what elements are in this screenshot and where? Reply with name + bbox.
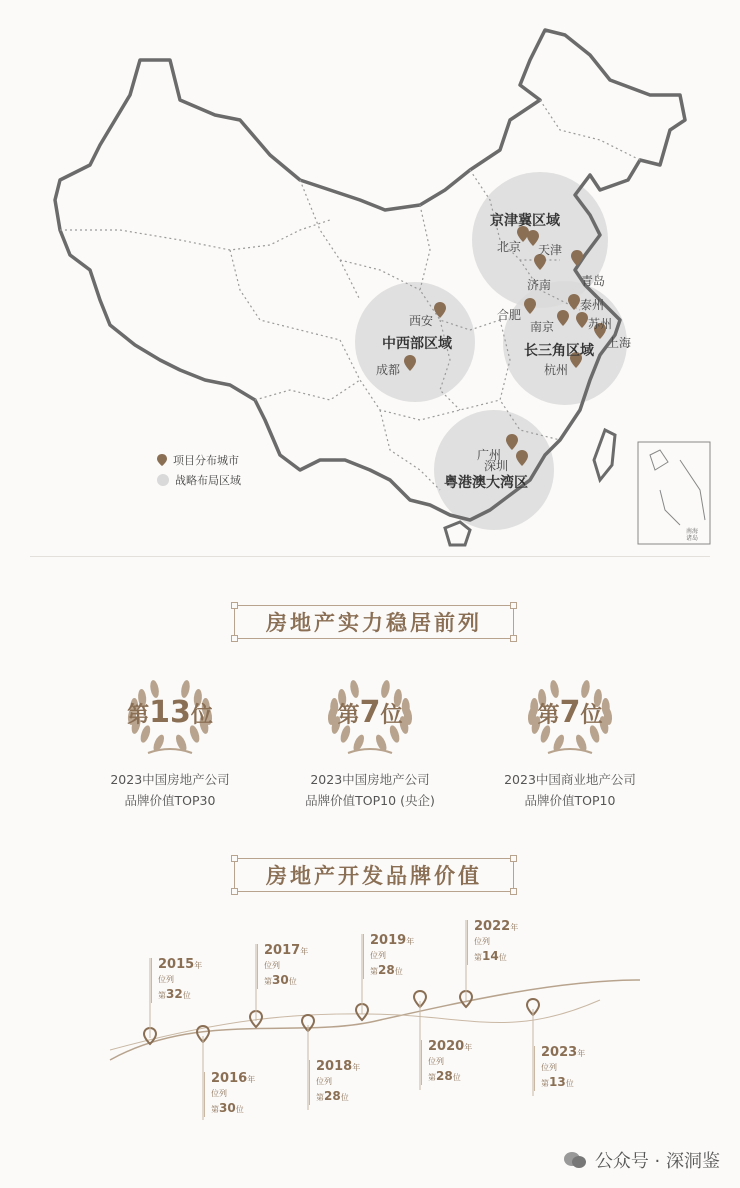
inset-label: 南海 诸岛 — [686, 528, 699, 542]
rank-suffix: 位 — [394, 967, 403, 976]
award-line2: 品牌价值TOP10 (央企) — [305, 793, 435, 808]
hainan-island — [445, 522, 470, 545]
section1-banner — [234, 605, 514, 639]
timeline-rank: 14 — [482, 949, 499, 963]
rank-caption: 位列 — [158, 975, 174, 984]
timeline-rank: 30 — [272, 973, 289, 987]
timeline-rank: 32 — [166, 987, 183, 1001]
section2-banner — [234, 858, 514, 892]
award-rank — [70, 695, 270, 730]
city-label: 广州 — [477, 448, 502, 462]
year-suffix: 年 — [194, 961, 203, 970]
rank-num: 7 — [359, 695, 381, 730]
rank-caption: 位列 — [474, 937, 490, 946]
rank-pre: 第 — [537, 703, 560, 728]
rank-prefix: 第 — [428, 1073, 436, 1082]
city-label: 苏州 — [588, 317, 613, 331]
rank-num: 7 — [559, 695, 581, 730]
rank-prefix: 第 — [474, 953, 482, 962]
award-rank — [270, 695, 470, 730]
rank-prefix: 第 — [370, 967, 378, 976]
city-label: 天津 — [538, 243, 563, 257]
year-suffix: 年 — [510, 923, 519, 932]
city-label: 南京 — [530, 320, 555, 334]
rank-suffix: 位 — [340, 1093, 349, 1102]
rank-caption: 位列 — [316, 1077, 332, 1086]
china-map — [0, 0, 740, 560]
city-label: 泰州 — [580, 298, 605, 312]
timeline-year: 2019 — [370, 933, 407, 948]
city-label: 青岛 — [581, 274, 606, 288]
timeline-entry — [421, 1040, 472, 1085]
region-label: 长三角区域 — [524, 343, 594, 359]
timeline-entry — [151, 958, 202, 1003]
city-label: 杭州 — [544, 363, 569, 377]
award-line1: 2023中国房地产公司 — [110, 772, 230, 787]
year-suffix: 年 — [247, 1075, 256, 1084]
timeline-year: 2023 — [541, 1045, 578, 1060]
legend-city — [157, 452, 239, 468]
section2-title: 房地产开发品牌价值 — [266, 864, 482, 888]
timeline-year: 2018 — [316, 1059, 353, 1074]
timeline-entry — [363, 934, 414, 979]
city-label: 上海 — [607, 336, 632, 350]
city-label: 成都 — [376, 363, 401, 377]
timeline-year: 2017 — [264, 943, 301, 958]
rank-pre: 第 — [337, 703, 360, 728]
rank-caption: 位列 — [370, 951, 386, 960]
rank-caption: 位列 — [541, 1063, 557, 1072]
year-suffix: 年 — [577, 1049, 586, 1058]
wechat-icon — [563, 1150, 587, 1170]
award-desc — [270, 769, 470, 811]
year-suffix: 年 — [352, 1063, 361, 1072]
rank-suffix: 位 — [182, 991, 191, 1000]
city-label: 济南 — [527, 278, 552, 292]
city-label: 西安 — [409, 314, 434, 328]
rank-prefix: 第 — [211, 1105, 219, 1114]
circle-icon — [157, 474, 169, 486]
rank-suffix: 位 — [288, 977, 297, 986]
rank-suffix: 位 — [498, 953, 507, 962]
award-rank — [470, 695, 670, 730]
rank-num: 13 — [149, 695, 191, 730]
rank-post: 位 — [580, 703, 603, 728]
timeline-year: 2020 — [428, 1039, 465, 1054]
timeline-entry — [534, 1046, 585, 1091]
timeline-entry — [204, 1072, 255, 1117]
rank-pre: 第 — [127, 703, 150, 728]
award-line2: 品牌价值TOP30 — [124, 793, 216, 808]
award-line1: 2023中国商业地产公司 — [504, 772, 636, 787]
year-suffix: 年 — [406, 937, 415, 946]
timeline-rank: 28 — [324, 1089, 341, 1103]
timeline-entry — [257, 944, 308, 989]
rank-prefix: 第 — [541, 1079, 549, 1088]
region-label: 京津冀区域 — [490, 213, 560, 229]
timeline-rank: 28 — [378, 963, 395, 977]
region-label: 粤港澳大湾区 — [444, 475, 528, 491]
award-card — [270, 675, 470, 815]
award-line1: 2023中国房地产公司 — [310, 772, 430, 787]
timeline-rank: 28 — [436, 1069, 453, 1083]
rank-prefix: 第 — [316, 1093, 324, 1102]
divider — [30, 556, 710, 557]
map-pin-icon — [157, 454, 167, 466]
taiwan-island — [594, 430, 615, 480]
footer-text: 公众号 · 深洞鉴 — [594, 1151, 720, 1172]
footer — [563, 1147, 720, 1173]
rank-prefix: 第 — [158, 991, 166, 1000]
rank-caption: 位列 — [428, 1057, 444, 1066]
timeline-rank: 30 — [219, 1101, 236, 1115]
year-suffix: 年 — [300, 947, 309, 956]
city-label: 深圳 — [484, 459, 509, 473]
award-card — [470, 675, 670, 815]
timeline-entry — [309, 1060, 360, 1105]
award-desc — [70, 769, 270, 811]
rank-prefix: 第 — [264, 977, 272, 986]
region-label: 中西部区域 — [382, 336, 452, 352]
timeline-year: 2016 — [211, 1071, 248, 1086]
rank-post: 位 — [380, 703, 403, 728]
rank-caption: 位列 — [211, 1089, 227, 1098]
year-suffix: 年 — [464, 1043, 473, 1052]
timeline-entry — [467, 920, 518, 965]
rank-suffix: 位 — [565, 1079, 574, 1088]
rank-post: 位 — [190, 703, 213, 728]
city-label: 合肥 — [497, 308, 522, 322]
section1-title: 房地产实力稳居前列 — [266, 611, 482, 635]
rank-suffix: 位 — [452, 1073, 461, 1082]
south-sea-inset — [638, 442, 710, 544]
award-desc — [470, 769, 670, 811]
rank-suffix: 位 — [235, 1105, 244, 1114]
city-label: 北京 — [497, 240, 522, 254]
legend-region — [157, 472, 241, 488]
timeline-rank: 13 — [549, 1075, 566, 1089]
timeline-year: 2015 — [158, 957, 195, 972]
legend-region-label: 战略布局区域 — [175, 474, 241, 487]
award-card — [70, 675, 270, 815]
legend-city-label: 项目分布城市 — [173, 454, 239, 467]
timeline-year: 2022 — [474, 919, 511, 934]
award-line2: 品牌价值TOP10 — [524, 793, 616, 808]
rank-caption: 位列 — [264, 961, 280, 970]
